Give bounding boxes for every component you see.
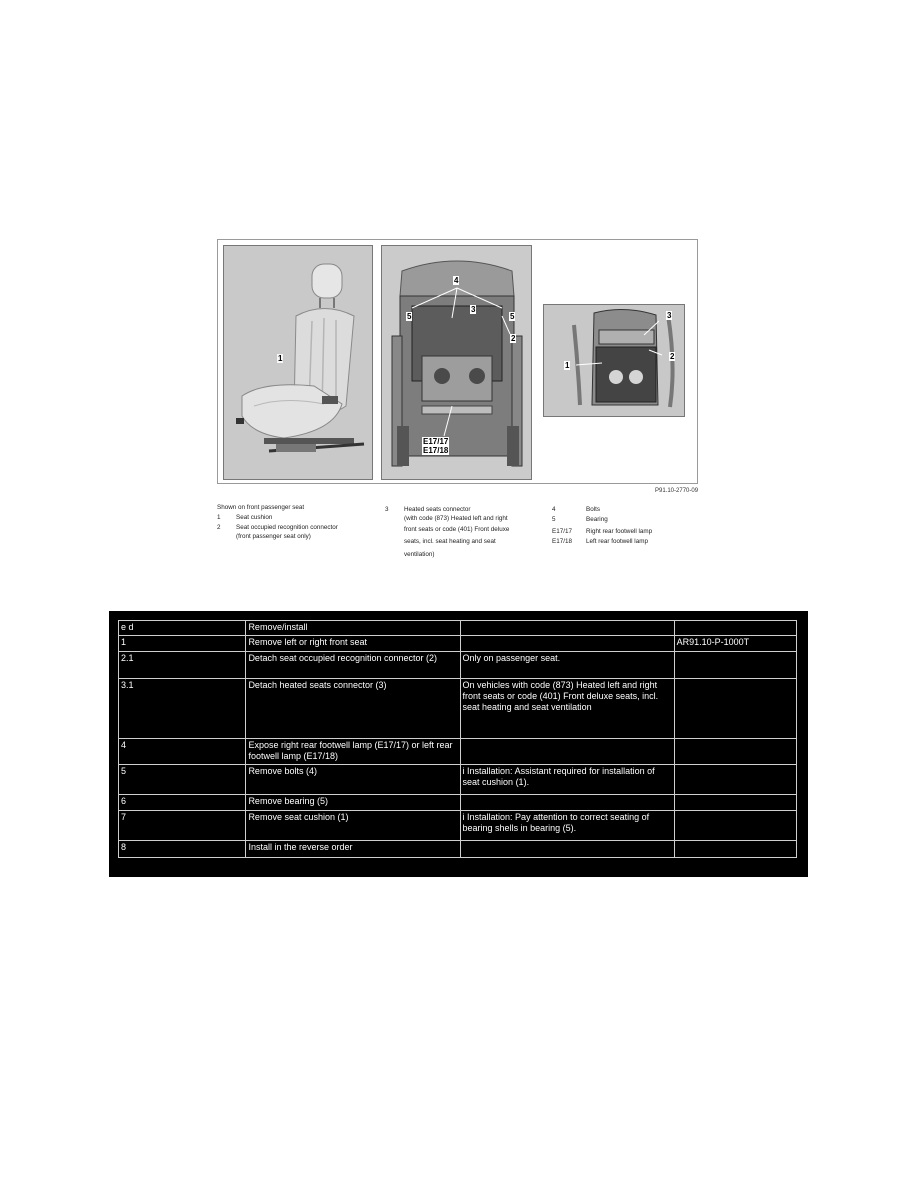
step-number: 2.1 [119,652,246,679]
callout-5-left: 5 [407,312,412,321]
legend-value: Bolts [586,506,600,513]
legend-key: 2 [217,524,221,531]
table-header-row [119,621,797,636]
step-reference [674,811,796,841]
callout-4: 4 [454,276,459,285]
legend-entry [404,514,508,524]
header-cell [674,621,796,636]
legend-caption: Shown on front passenger seat [217,504,305,511]
table-row [119,765,797,795]
callout-3-detail: 3 [667,311,672,320]
table-row [119,636,797,652]
legend-value: Seat occupied recognition connector [236,524,338,531]
header-cell: Remove/install [246,621,460,636]
step-number: 4 [119,739,246,765]
step-reference [674,765,796,795]
legend-value: Bearing [586,516,608,523]
seat-frame-panel [381,245,532,480]
step-reference [674,679,796,739]
seat-underside-panel [543,304,685,417]
legend-key: E17/18 [552,538,572,545]
legend-value: (with code (873) Heated left and right [404,515,508,522]
step-action: Detach heated seats connector (3) [246,679,460,739]
legend-key: 4 [552,506,556,513]
step-action: Remove seat cushion (1) [246,811,460,841]
step-number: 1 [119,636,246,652]
step-note: i Installation: Pay attention to correct seating of bearing shells in bearing (5). [460,811,674,841]
step-number: 3.1 [119,679,246,739]
step-reference [674,795,796,811]
legend-value: Right rear footwell lamp [586,528,653,535]
step-reference [674,652,796,679]
legend-entry [404,550,434,560]
callout-2: 2 [511,334,516,343]
legend-key: 1 [217,514,221,521]
header-cell: e d [119,621,246,636]
procedure-table [118,620,797,858]
seat-illustration [224,246,373,480]
step-action: Install in the reverse order [246,841,460,858]
legend-key: 3 [385,506,389,513]
step-number: 8 [119,841,246,858]
table-row [119,679,797,739]
step-note [460,841,674,858]
step-number: 6 [119,795,246,811]
table-row [119,841,797,858]
step-action: Expose right rear footwell lamp (E17/17) or left rear footwell lamp (E17/18) [246,739,460,765]
step-note [460,739,674,765]
table-row [119,652,797,679]
step-number: 5 [119,765,246,795]
header-cell [460,621,674,636]
callout-e17-17: E17/17 [423,437,449,446]
step-action: Remove left or right front seat [246,636,460,652]
callout-5-right: 5 [510,312,515,321]
step-action: Remove bearing (5) [246,795,460,811]
legend-value: Heated seats connector [404,506,471,513]
step-action: Remove bolts (4) [246,765,460,795]
procedure-table-box [109,611,808,877]
step-number: 7 [119,811,246,841]
legend-value: ventilation) [404,551,435,558]
step-note [460,636,674,652]
legend [217,503,707,567]
callout-1: 1 [278,354,283,363]
legend-value: (front passenger seat only) [236,533,311,540]
legend-value: seats, incl. seat heating and seat [404,538,496,545]
step-note: On vehicles with code (873) Heated left and right front seats or code (401) Front deluxe seats, incl. seat heating and seat ventilation [460,679,674,739]
table-row [119,739,797,765]
callout-1-detail: 1 [565,361,570,370]
legend-value: Seat cushion [236,514,273,521]
step-action: Detach seat occupied recognition connector (2) [246,652,460,679]
legend-value: Left rear footwell lamp [586,538,648,545]
callout-e17-18: E17/18 [423,446,449,455]
step-note [460,795,674,811]
legend-entry [404,525,509,535]
legend-key: 5 [552,516,556,523]
legend-entry [217,503,304,513]
legend-entry [236,532,311,542]
step-note: Only on passenger seat. [460,652,674,679]
figure-reference: P91.10-2770-09 [655,488,699,494]
legend-entry [404,537,496,547]
step-reference [674,739,796,765]
table-row [119,795,797,811]
legend-value: front seats or code (401) Front deluxe [404,526,510,533]
seat-figure [217,239,698,484]
step-reference: AR91.10-P-1000T [674,636,796,652]
seat-photo-panel [223,245,373,480]
step-note: i Installation: Assistant required for installation of seat cushion (1). [460,765,674,795]
callout-3: 3 [471,305,476,314]
callout-2-detail: 2 [670,352,675,361]
step-reference [674,841,796,858]
legend-key: E17/17 [552,528,572,535]
table-row [119,811,797,841]
